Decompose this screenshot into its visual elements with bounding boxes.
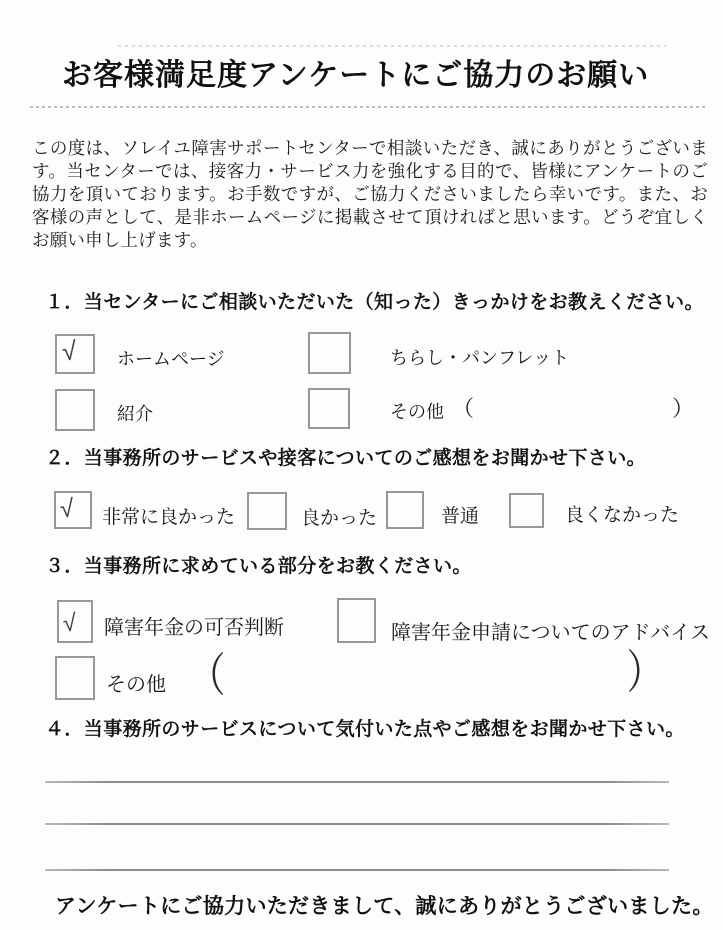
question-2-heading: ２．当事務所のサービスや接客についてのご感想をお聞かせ下さい。 xyxy=(45,448,647,469)
q1-checkbox-other[interactable] xyxy=(308,388,350,429)
q2-checkbox-not-good[interactable] xyxy=(509,493,544,528)
q2-label-good: 良かった xyxy=(301,508,378,529)
intro-paragraph: この度は、ソレイユ障害サポートセンターで相談いただき、誠にありがとうございます。当センターでは、接客力・サービス力を強化する目的で、皆様にアンケートのご協力を頂いております。お手数ですが、ご協力くださいましたら幸いです。また、お客様の声として、是非ホームページに掲載させて頂ければと思います。どうぞ宜しくお願い申し上げます。 xyxy=(32,138,708,250)
q1-label-other: その他 xyxy=(390,402,444,422)
q1-other-open-paren: （ xyxy=(452,396,475,421)
top-dotted-rule xyxy=(118,45,666,47)
q2-checkbox-normal[interactable] xyxy=(386,491,424,529)
q2-label-very-good: 非常に良かった xyxy=(102,507,236,528)
q3-label-eligibility: 障害年金の可否判断 xyxy=(104,617,284,639)
q1-label-flyer: ちらし・パンフレット xyxy=(390,348,570,368)
q3-other-open-paren: （ xyxy=(188,649,226,701)
q3-checkbox-advice[interactable] xyxy=(337,598,376,643)
title-dotted-rule xyxy=(30,106,708,108)
check-mark-icon: √ xyxy=(62,609,78,638)
question-1-heading: １．当センターにご相談いただいた（知った）きっかけをお教えください。 xyxy=(45,292,704,313)
q3-other-close-paren: ） xyxy=(626,646,664,698)
q1-checkbox-referral[interactable] xyxy=(55,389,95,431)
q3-checkbox-other[interactable] xyxy=(55,656,95,700)
q2-checkbox-good[interactable] xyxy=(247,492,287,530)
check-mark-icon: √ xyxy=(60,335,78,367)
q3-checkbox-eligibility[interactable] xyxy=(57,600,93,643)
q2-checkbox-very-good[interactable] xyxy=(54,491,92,529)
q1-label-homepage: ホームページ xyxy=(117,349,225,369)
q1-label-referral: 紹介 xyxy=(117,404,153,424)
q4-answer-line-2[interactable] xyxy=(45,823,669,825)
q3-label-other: その他 xyxy=(106,674,166,696)
q1-checkbox-flyer[interactable] xyxy=(308,332,351,374)
q4-answer-line-3[interactable] xyxy=(45,869,669,871)
q2-label-not-good: 良くなかった xyxy=(565,505,680,526)
q3-label-advice: 障害年金申請についてのアドバイス xyxy=(391,622,710,644)
footer-note: アンケートにご協力いただきまして、誠にありがとうございました。 xyxy=(55,895,714,918)
q1-checkbox-homepage[interactable] xyxy=(55,334,95,374)
question-4-heading: ４．当事務所のサービスについて気付いた点やご感想をお聞かせ下さい。 xyxy=(45,719,685,740)
page-title: お客様満足度アンケートにご協力のお願い xyxy=(62,59,650,92)
q4-answer-line-1[interactable] xyxy=(45,781,669,783)
q2-label-normal: 普通 xyxy=(441,506,480,527)
q1-other-close-paren: ） xyxy=(672,396,695,421)
check-mark-icon: √ xyxy=(59,494,75,524)
question-3-heading: ３．当事務所に求めている部分をお教ください。 xyxy=(45,556,472,577)
